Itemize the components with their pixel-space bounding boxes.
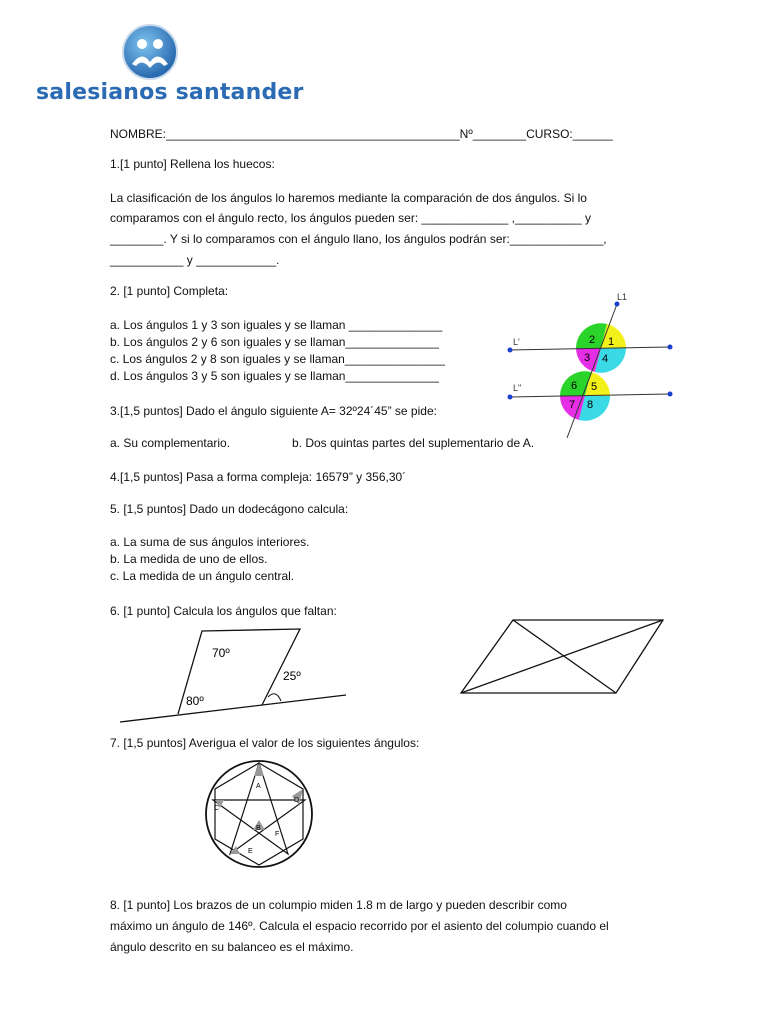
svg-text:1: 1 xyxy=(608,336,615,348)
rhombus-diagonals-figure xyxy=(458,617,668,697)
svg-text:E: E xyxy=(248,848,253,855)
q8-line-2: máximo un ángulo de 146º. Calcula el espacio recorrido por el asiento del columpio cuando el xyxy=(110,919,609,933)
q3-title: 3.[1,5 puntos] Dado el ángulo siguiente A= 32º24´45” se pide: xyxy=(110,404,437,418)
svg-text:B: B xyxy=(256,825,261,832)
q2-title: 2. [1 punto] Completa: xyxy=(110,284,229,298)
q3-b: b. Dos quintas partes del suplementario de A. xyxy=(292,436,535,450)
q3-a: a. Su complementario. xyxy=(110,436,231,450)
svg-text:7: 7 xyxy=(569,399,576,411)
q5-item-a: a. La suma de sus ángulos interiores. xyxy=(110,535,310,549)
svg-text:6: 6 xyxy=(571,380,578,392)
svg-text:4: 4 xyxy=(602,353,609,365)
transversal-label: L1 xyxy=(617,292,628,302)
q5-item-c: c. La medida de un ángulo central. xyxy=(110,569,295,583)
q1-line-1: La clasificación de los ángulos lo haremos mediante la comparación de dos ángulos. Si lo xyxy=(110,191,587,205)
school-logo xyxy=(120,22,180,82)
svg-text:C: C xyxy=(214,805,220,812)
line-label-top: L' xyxy=(513,337,520,347)
name-line[interactable]: NOMBRE:____________________________________________Nº________CURSO:______ xyxy=(110,127,613,141)
q8-line-1: 8. [1 punto] Los brazos de un columpio miden 1.8 m de largo y pueden describir como xyxy=(110,898,567,912)
svg-text:D: D xyxy=(294,797,300,804)
q5-title: 5. [1,5 puntos] Dado un dodecágono calcula: xyxy=(110,502,349,516)
angle-70: 70º xyxy=(212,646,230,660)
q2-item-a: a. Los ángulos 1 y 3 son iguales y se llaman ______________ xyxy=(110,318,443,332)
line-label-bottom: L'' xyxy=(513,383,522,393)
parallel-lines-figure xyxy=(505,290,705,440)
q2-item-c: c. Los ángulos 2 y 8 son iguales y se llaman_______________ xyxy=(110,352,445,366)
q8-line-3: ángulo descrito en su balanceo es el máximo. xyxy=(110,940,354,954)
q1-title: 1.[1 punto] Rellena los huecos: xyxy=(110,157,275,171)
q6-title: 6. [1 punto] Calcula los ángulos que faltan: xyxy=(110,604,337,618)
q1-line-2: comparamos con el ángulo recto, los ángulos pueden ser: _____________ ,__________ y xyxy=(110,211,592,225)
q1-line-4: ___________ y ____________. xyxy=(110,253,280,267)
star-in-circle-figure xyxy=(200,758,330,873)
q5-item-b: b. La medida de uno de ellos. xyxy=(110,552,268,566)
parallelogram-angles-figure xyxy=(118,625,358,725)
svg-text:3: 3 xyxy=(584,352,591,364)
school-name: salesianos santander xyxy=(36,80,304,105)
svg-text:A: A xyxy=(256,783,261,790)
svg-text:5: 5 xyxy=(591,381,598,393)
q1-line-3: ________. Y si lo comparamos con el ángulo llano, los ángulos podrán ser:______________, xyxy=(110,232,607,246)
q2-item-b: b. Los ángulos 2 y 6 son iguales y se llaman______________ xyxy=(110,335,439,349)
angle-80: 80º xyxy=(186,694,204,708)
svg-text:2: 2 xyxy=(589,334,596,346)
q2-item-d: d. Los ángulos 3 y 5 son iguales y se llaman______________ xyxy=(110,369,439,383)
svg-text:8: 8 xyxy=(587,399,594,411)
angle-25: 25º xyxy=(283,669,301,683)
q7-title: 7. [1,5 puntos] Averigua el valor de los siguientes ángulos: xyxy=(110,736,420,750)
svg-text:F: F xyxy=(275,831,280,838)
q4-title: 4.[1,5 puntos] Pasa a forma compleja: 16579” y 356,30´ xyxy=(110,470,407,484)
